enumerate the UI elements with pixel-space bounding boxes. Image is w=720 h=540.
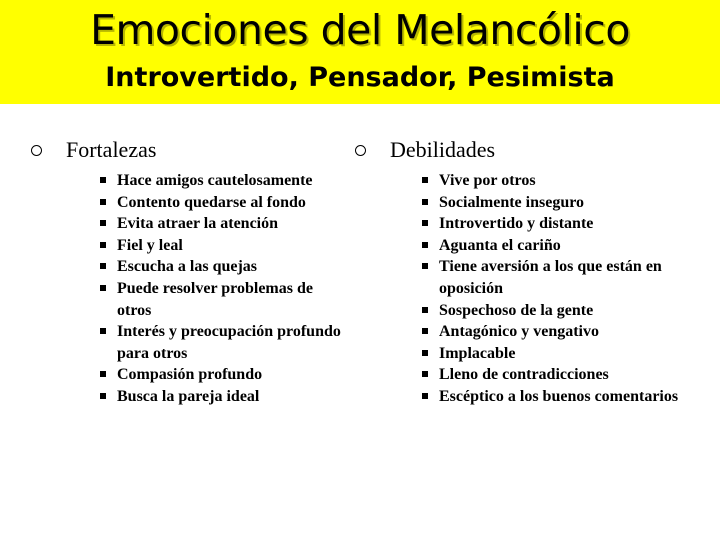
list-item-text: Interés y preocupación profundo para otros <box>117 323 341 362</box>
list-item-text: Implacable <box>439 344 516 362</box>
list-item <box>422 321 710 343</box>
list-item <box>422 235 710 257</box>
list-item-text: Antagónico y vengativo <box>439 323 599 341</box>
list-item <box>100 235 350 257</box>
list-item <box>422 343 710 365</box>
slide-subtitle: Introvertido, Pensador, Pesimista <box>105 62 615 93</box>
list-item <box>422 386 710 408</box>
list-item <box>422 192 710 214</box>
square-bullet-icon <box>422 307 428 313</box>
list-item-text: Lleno de contradicciones <box>439 366 609 384</box>
square-bullet-icon <box>100 393 106 399</box>
weaknesses-heading <box>354 134 710 166</box>
square-bullet-icon <box>100 220 106 226</box>
square-bullet-icon <box>422 242 428 248</box>
list-item-text: Hace amigos cautelosamente <box>117 172 313 189</box>
list-item-text: Tiene aversión a los que están en oposición <box>439 258 662 297</box>
list-item-text: Escéptico a los buenos comentarios <box>439 387 679 405</box>
strengths-column <box>30 134 350 408</box>
circle-outline-icon <box>31 145 42 156</box>
square-bullet-icon <box>422 393 428 399</box>
list-item <box>422 300 710 322</box>
title-banner <box>0 0 720 104</box>
square-bullet-icon <box>100 263 106 269</box>
list-item <box>100 364 350 386</box>
list-item <box>422 256 710 299</box>
square-bullet-icon <box>422 199 428 205</box>
list-item-text: Compasión profundo <box>117 366 263 384</box>
square-bullet-icon <box>422 263 428 269</box>
circle-outline-icon <box>355 145 366 156</box>
square-bullet-icon <box>100 371 106 377</box>
slide-title: Emociones del Melancólico <box>90 6 630 54</box>
list-item-text: Busca la pareja ideal <box>117 387 260 405</box>
strengths-heading-label: Fortalezas <box>66 137 157 162</box>
weaknesses-heading-label: Debilidades <box>390 137 496 162</box>
list-item <box>422 213 710 235</box>
list-item-text: Socialmente inseguro <box>439 193 585 211</box>
square-bullet-icon <box>100 285 106 291</box>
strengths-heading <box>30 134 350 166</box>
weaknesses-column <box>354 134 710 408</box>
list-item <box>422 364 710 386</box>
list-item-text: Aguanta el cariño <box>439 236 561 254</box>
list-item <box>100 192 350 214</box>
list-item <box>422 170 710 192</box>
square-bullet-icon <box>422 177 428 183</box>
list-item <box>100 278 350 321</box>
square-bullet-icon <box>100 177 106 183</box>
list-item-text: Puede resolver problemas de otros <box>117 279 313 319</box>
list-item-text: Sospechoso de la gente <box>439 301 594 319</box>
square-bullet-icon <box>422 220 428 226</box>
list-item <box>100 386 350 408</box>
list-item-text: Evita atraer la atención <box>117 215 279 233</box>
square-bullet-icon <box>422 350 428 356</box>
list-item <box>100 256 350 278</box>
square-bullet-icon <box>422 328 428 334</box>
list-item <box>100 321 350 364</box>
weaknesses-list <box>422 170 710 408</box>
list-item-text: Introvertido y distante <box>439 215 594 233</box>
square-bullet-icon <box>422 371 428 377</box>
list-item-text: Contento quedarse al fondo <box>117 193 306 211</box>
square-bullet-icon <box>100 242 106 248</box>
list-item-text: Fiel y leal <box>117 236 183 254</box>
list-item-text: Escucha a las quejas <box>117 258 258 276</box>
list-item-text: Vive por otros <box>439 172 536 189</box>
square-bullet-icon <box>100 199 106 205</box>
square-bullet-icon <box>100 328 106 334</box>
list-item <box>100 213 350 235</box>
strengths-list <box>100 170 350 408</box>
list-item <box>100 170 350 192</box>
